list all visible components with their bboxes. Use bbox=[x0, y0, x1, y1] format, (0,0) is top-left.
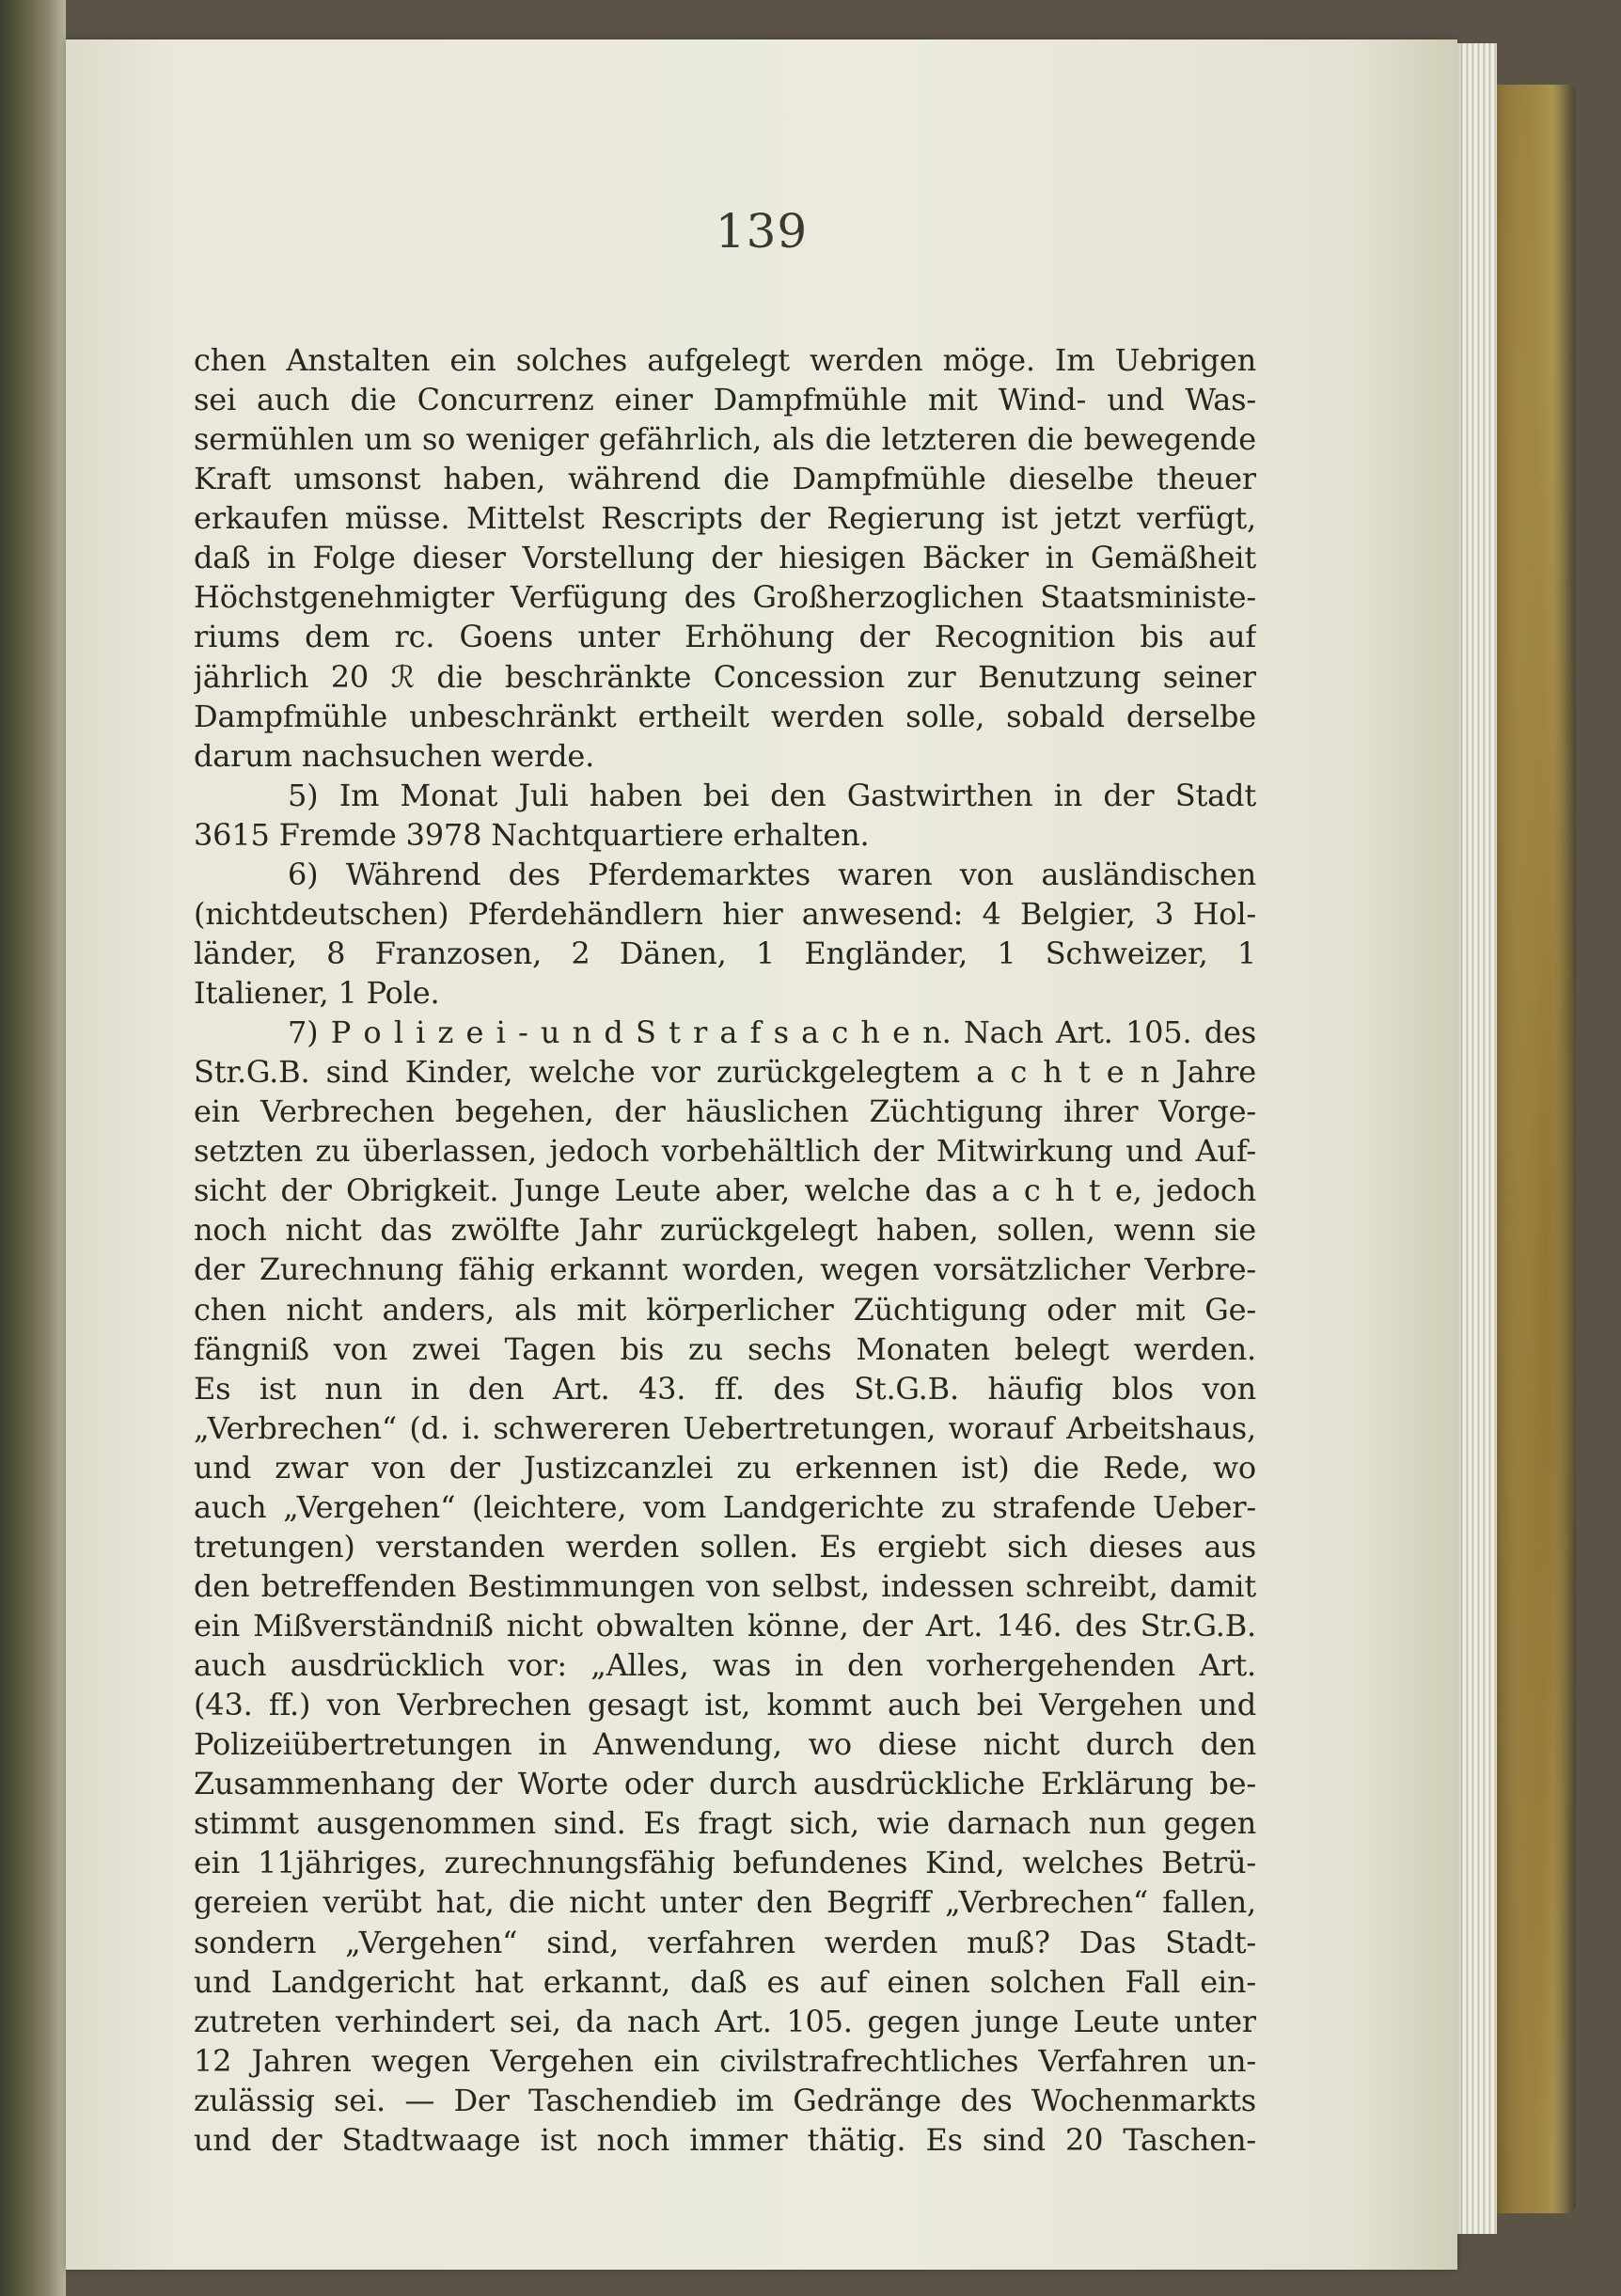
body-text bbox=[194, 340, 1256, 2160]
text-line: auch ausdrücklich vor: „Alles, was in den vorhergehenden Art. bbox=[194, 1647, 1256, 1684]
text-line: setzten zu überlassen, jedoch vorbehältlich der Mitwirkung und Auf- bbox=[194, 1133, 1256, 1170]
text-line: Dampfmühle unbeschränkt ertheilt werden solle, sobald derselbe bbox=[194, 698, 1256, 734]
text-line: darum nachsuchen werde. bbox=[194, 737, 595, 774]
text-line: fängniß von zwei Tagen bis zu sechs Monaten belegt werden. bbox=[194, 1330, 1256, 1367]
text-line: (nichtdeutschen) Pferdehändlern hier anwesend: 4 Belgier, 3 Hol- bbox=[194, 895, 1256, 932]
text-line: chen Anstalten ein solches aufgelegt werden möge. Im Uebrigen bbox=[194, 342, 1256, 378]
book-cover-edge bbox=[1497, 85, 1576, 2213]
text-line: Es ist nun in den Art. 43. ff. des St.G.B. häufig blos von bbox=[194, 1370, 1256, 1407]
text-line: Kraft umsonst haben, während die Dampfmühle dieselbe theuer bbox=[194, 461, 1256, 497]
text-line: auch „Vergehen“ (leichtere, vom Landgerichte zu strafende Ueber- bbox=[194, 1488, 1256, 1525]
text-line: Italiener, 1 Pole. bbox=[194, 975, 440, 1011]
text-line: erkaufen müsse. Mittelst Rescripts der Regierung ist jetzt verfügt, bbox=[194, 500, 1256, 537]
text-line: tretungen) verstanden werden sollen. Es ergiebt sich dieses aus bbox=[194, 1528, 1256, 1565]
text-line: 12 Jahren wegen Vergehen ein civilstrafrechtliches Verfahren un- bbox=[194, 2042, 1256, 2079]
text-line: Str.G.B. sind Kinder, welche vor zurückgelegtem a c h t e n Jahre bbox=[194, 1054, 1256, 1091]
text-line: zutreten verhindert sei, da nach Art. 105. gegen junge Leute unter bbox=[194, 2003, 1256, 2039]
text-line: der Zurechnung fähig erkannt worden, wegen vorsätzlicher Verbre- bbox=[194, 1251, 1256, 1288]
text-line: den betreffenden Bestimmungen von selbst, indessen schreibt, damit bbox=[194, 1567, 1256, 1604]
book-page bbox=[66, 39, 1457, 2270]
text-line: (43. ff.) von Verbrechen gesagt ist, kommt auch bei Vergehen und bbox=[194, 1687, 1256, 1723]
text-line: sermühlen um so weniger gefährlich, als die letzteren die bewegende bbox=[194, 421, 1256, 458]
text-line: länder, 8 Franzosen, 2 Dänen, 1 Engländer, 1 Schweizer, 1 bbox=[194, 935, 1256, 971]
text-line: Polizeiübertretungen in Anwendung, wo diese nicht durch den bbox=[194, 1726, 1256, 1763]
text-line: Höchstgenehmigter Verfügung des Großherzoglichen Staatsministe- bbox=[194, 579, 1256, 616]
page-number: 139 bbox=[715, 204, 809, 259]
page-block-edges bbox=[1457, 43, 1497, 2234]
text-line: und der Stadtwaage ist noch immer thätig. Es sind 20 Taschen- bbox=[194, 2121, 1256, 2158]
text-line: Zusammenhang der Worte oder durch ausdrückliche Erklärung be- bbox=[194, 1766, 1256, 1802]
text-line: und zwar von der Justizcanzlei zu erkennen ist) die Rede, wo bbox=[194, 1449, 1256, 1486]
text-line: daß in Folge dieser Vorstellung der hiesigen Bäcker in Gemäßheit bbox=[194, 540, 1256, 576]
text-line: sicht der Obrigkeit. Junge Leute aber, welche das a c h t e, jedoch bbox=[194, 1172, 1256, 1209]
text-line: ein Mißverständniß nicht obwalten könne, der Art. 146. des Str.G.B. bbox=[194, 1608, 1256, 1643]
text-line: 7) P o l i z e i - u n d S t r a f s a c h e n. Nach Art. 105. des bbox=[288, 1014, 1256, 1051]
text-line: 3615 Fremde 3978 Nachtquartiere erhalten. bbox=[194, 816, 870, 853]
text-line: 5) Im Monat Juli haben bei den Gastwirthen in der Stadt bbox=[288, 777, 1256, 813]
text-line: jährlich 20 ℛ die beschränkte Concession zur Benutzung seiner bbox=[194, 658, 1256, 695]
text-line: stimmt ausgenommen sind. Es fragt sich, wie darnach nun gegen bbox=[194, 1805, 1256, 1842]
text-line: riums dem rc. Goens unter Erhöhung der Recognition bis auf bbox=[194, 619, 1256, 655]
text-line: gereien verübt hat, die nicht unter den Begriff „Verbrechen“ fallen, bbox=[194, 1884, 1256, 1921]
text-line: und Landgericht hat erkannt, daß es auf einen solchen Fall ein- bbox=[194, 1963, 1256, 2000]
text-line: „Verbrechen“ (d. i. schwereren Uebertretungen, worauf Arbeitshaus, bbox=[194, 1409, 1256, 1446]
text-line: ein Verbrechen begehen, der häuslichen Züchtigung ihrer Vorge- bbox=[194, 1093, 1256, 1130]
text-line: zulässig sei. — Der Taschendieb im Gedränge des Wochenmarkts bbox=[194, 2082, 1256, 2118]
text-line: sondern „Vergehen“ sind, verfahren werden muß? Das Stadt- bbox=[194, 1924, 1256, 1960]
text-line: noch nicht das zwölfte Jahr zurückgelegt haben, sollen, wenn sie bbox=[194, 1212, 1256, 1249]
adjacent-page-edge bbox=[0, 0, 66, 2296]
text-line: chen nicht anders, als mit körperlicher Züchtigung oder mit Ge- bbox=[194, 1291, 1256, 1328]
text-line: 6) Während des Pferdemarktes waren von ausländischen bbox=[288, 856, 1256, 892]
text-line: sei auch die Concurrenz einer Dampfmühle mit Wind- und Was- bbox=[194, 382, 1256, 418]
text-line: ein 11jähriges, zurechnungsfähig befundenes Kind, welches Betrü- bbox=[194, 1845, 1256, 1881]
